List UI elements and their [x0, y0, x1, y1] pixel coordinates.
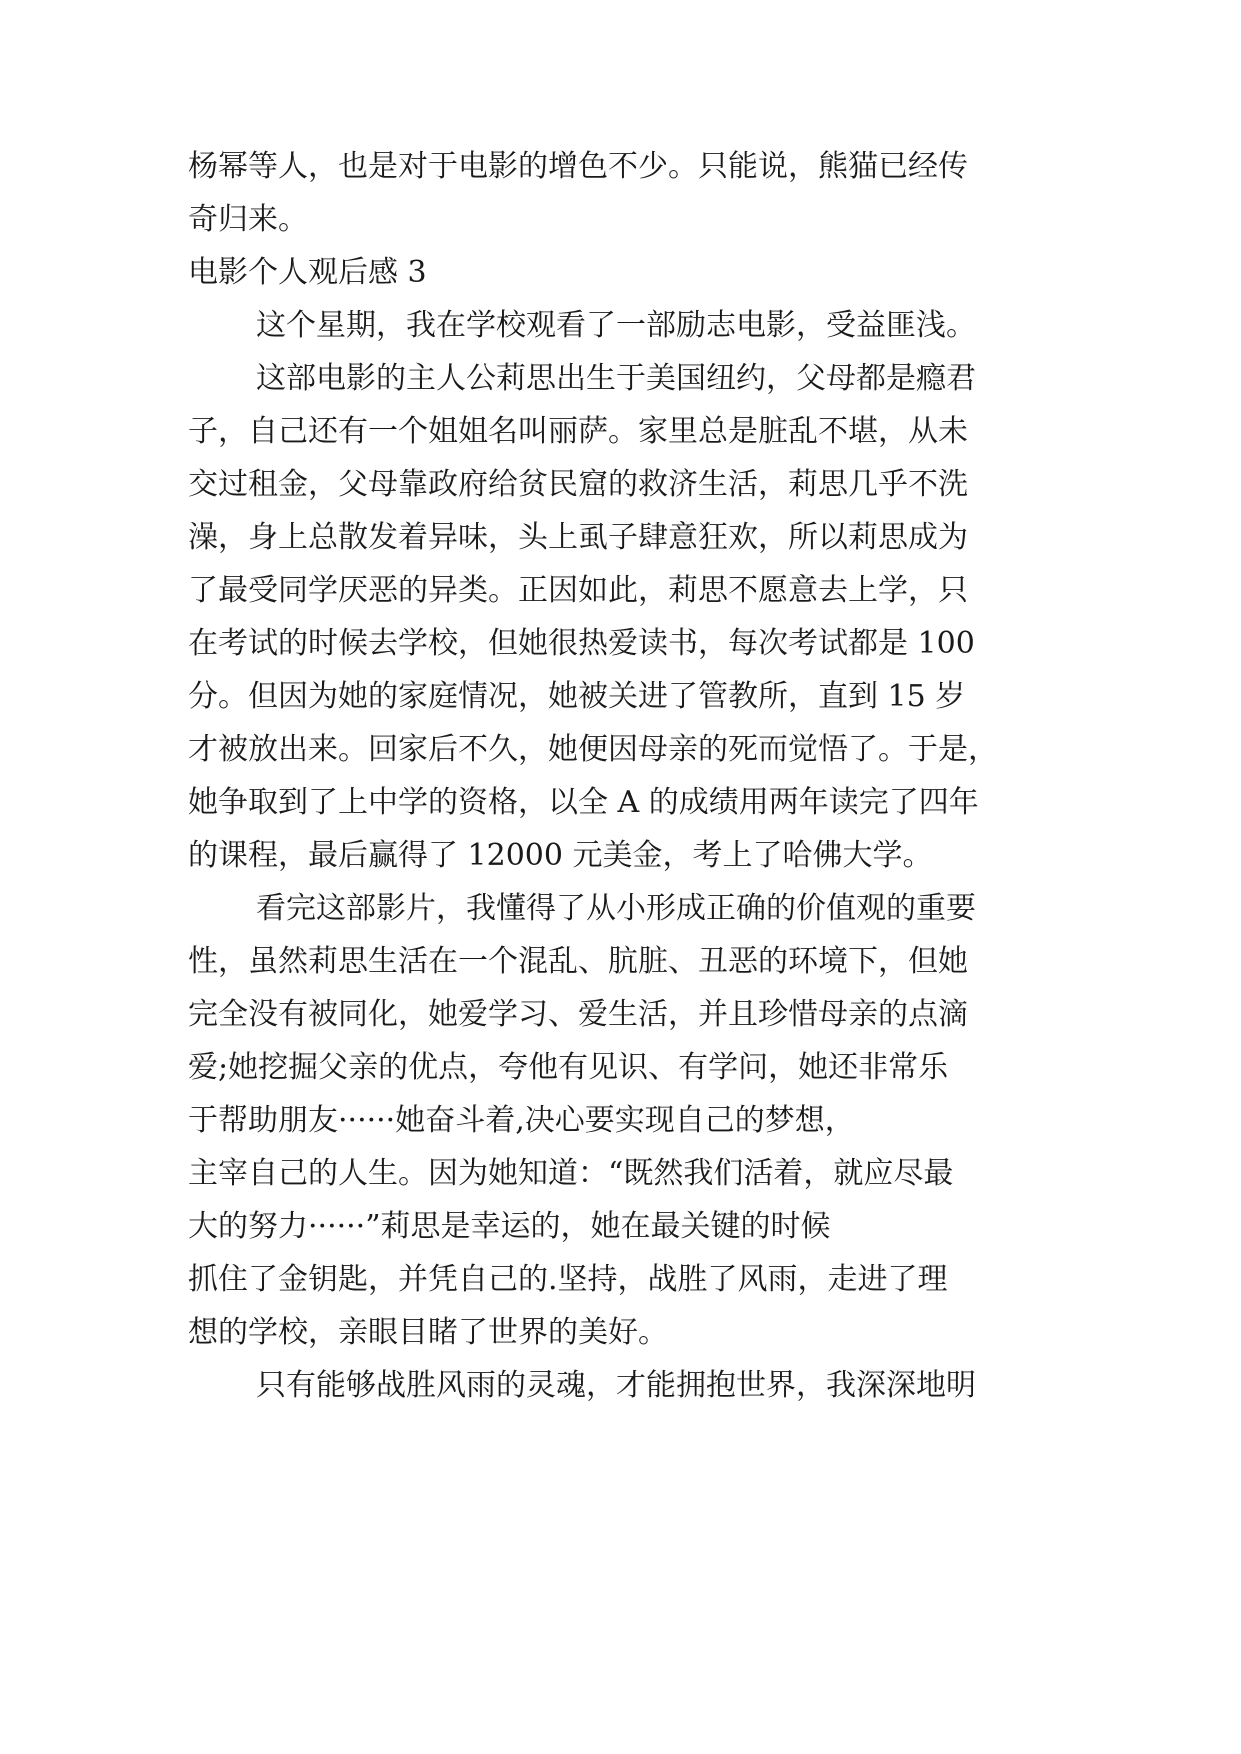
text-line: 于帮助朋友······她奋斗着,决心要实现自己的梦想， — [188, 1103, 855, 1138]
text-line: 才被放出来。回家后不久，她便因母亲的死而觉悟了。于是， — [188, 732, 998, 767]
text-line: 大的努力······”莉思是幸运的，她在最关键的时候 — [188, 1209, 831, 1244]
text-line: 子，自己还有一个姐姐名叫丽萨。家里总是脏乱不堪，从未 — [188, 414, 968, 449]
text-line: 这部电影的主人公莉思出生于美国纽约，父母都是瘾君 — [256, 361, 976, 396]
text-line: 交过租金，父母靠政府给贫民窟的救济生活，莉思几乎不洗 — [188, 467, 968, 502]
text-line: 这个星期，我在学校观看了一部励志电影，受益匪浅。 — [256, 308, 976, 343]
text-line: 的课程，最后赢得了 12000 元美金，考上了哈佛大学。 — [188, 838, 933, 873]
text-line: 主宰自己的人生。因为她知道：“既然我们活着，就应尽最 — [188, 1156, 954, 1191]
text-line: 爱;她挖掘父亲的优点，夸他有见识、有学问，她还非常乐 — [188, 1050, 949, 1085]
text-line: 分。但因为她的家庭情况，她被关进了管教所，直到 15 岁 — [188, 679, 966, 714]
text-line: 只有能够战胜风雨的灵魂，才能拥抱世界，我深深地明 — [256, 1368, 976, 1403]
text-line: 性，虽然莉思生活在一个混乱、肮脏、丑恶的环境下，但她 — [188, 944, 968, 979]
text-line: 完全没有被同化，她爱学习、爱生活，并且珍惜母亲的点滴 — [188, 997, 968, 1032]
text-line: 看完这部影片，我懂得了从小形成正确的价值观的重要 — [256, 891, 976, 926]
text-line: 想的学校，亲眼目睹了世界的美好。 — [188, 1315, 668, 1350]
text-line: 她争取到了上中学的资格，以全 A 的成绩用两年读完了四年 — [188, 785, 979, 820]
text-line: 奇归来。 — [188, 202, 308, 237]
text-line: 澡，身上总散发着异味，头上虱子肆意狂欢，所以莉思成为 — [188, 520, 968, 555]
text-line: 了最受同学厌恶的异类。正因如此，莉思不愿意去上学，只 — [188, 573, 968, 608]
section-heading: 电影个人观后感 3 — [188, 255, 427, 290]
text-line: 杨幂等人，也是对于电影的增色不少。只能说，熊猫已经传 — [188, 149, 968, 184]
text-line: 抓住了金钥匙，并凭自己的.坚持，战胜了风雨，走进了理 — [188, 1262, 948, 1297]
text-line: 在考试的时候去学校，但她很热爱读书，每次考试都是 100 — [188, 626, 975, 661]
